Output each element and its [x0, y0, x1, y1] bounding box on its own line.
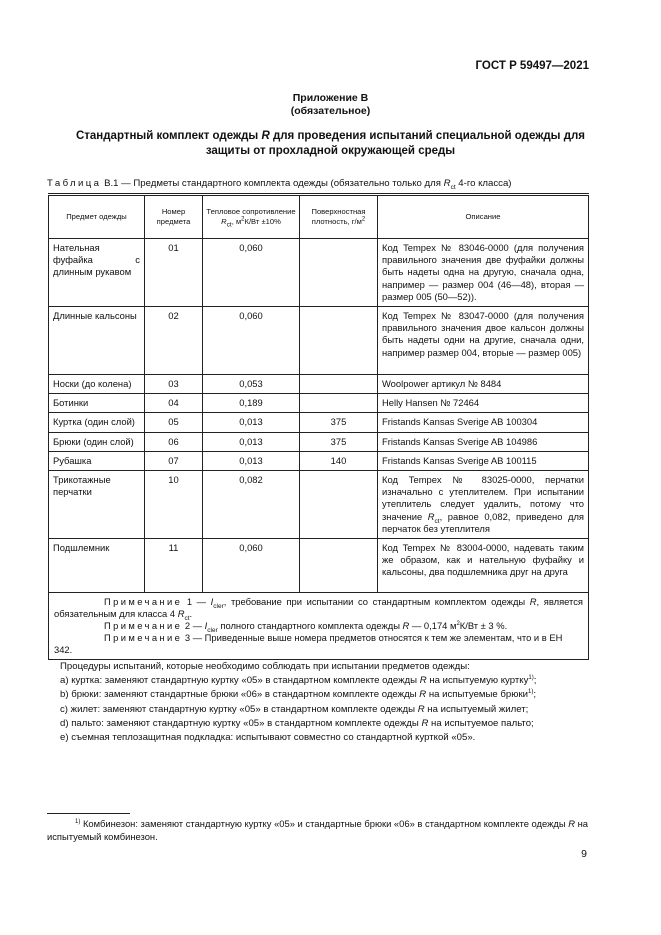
- cell-density: [300, 307, 378, 375]
- col-header-item: Предмет одежды: [49, 195, 145, 239]
- document-title-line1: Стандартный комплект одежды R для проведения испытаний специальной одежды для: [75, 130, 586, 142]
- cell-description: Fristands Kansas Sverige AB 100115: [378, 451, 589, 470]
- page-number: 9: [581, 848, 587, 860]
- table-row: [49, 375, 589, 394]
- table-row: [49, 394, 589, 413]
- cell-item: Куртка (один слой): [49, 413, 145, 432]
- cell-number: 07: [145, 451, 203, 470]
- procedure-b: b) брюки: заменяют стандартные брюки «06» в стандартном комплекте одежды R на испытуемые брюки$^{1)}$;: [60, 689, 537, 701]
- footnote-divider: [47, 813, 130, 814]
- appendix-title: Приложение В: [292, 92, 369, 104]
- cell-description: Код Tempex № 83004-0000, надевать таким же образом, как и нательную фуфайку и кальсоны, два подшлемника друг на друга: [378, 539, 589, 593]
- table-row: [49, 451, 589, 470]
- cell-density: 375: [300, 413, 378, 432]
- cell-item: Носки (до колена): [49, 375, 145, 394]
- table-row: [49, 413, 589, 432]
- cell-thermal: 0,013: [203, 432, 300, 451]
- cell-thermal: 0,060: [203, 307, 300, 375]
- table-notes: [49, 593, 589, 660]
- cell-thermal: 0,060: [203, 539, 300, 593]
- cell-number: 03: [145, 375, 203, 394]
- standard-kit-table: [48, 193, 589, 660]
- document-title: [0, 129, 661, 159]
- table-header-row: [49, 195, 589, 239]
- cell-description: Код Tempex № 83046-0000 (для получения правильного значения две фуфайки должны быть надеты одна на другую, сначала одна, например — размер 004 (46—48), вторая — размер 005 (50—52)).: [378, 239, 589, 307]
- table-row: [49, 539, 589, 593]
- cell-item: Брюки (один слой): [49, 432, 145, 451]
- cell-description: Woolpower артикул № 8484: [378, 375, 589, 394]
- cell-description: Helly Hansen № 72464: [378, 394, 589, 413]
- cell-description: Код Tempex № 83047-0000 (для получения правильного значения двое кальсон должны быть надеты одни на другие, сначала одни, например размер 004, вторые — размер 005): [378, 307, 589, 375]
- table-row: [49, 239, 589, 307]
- table-row: [49, 432, 589, 451]
- cell-description: Код Tempex № 83025-0000, перчатки изначально с утеплителем. При испытании утеплитель следует удалить, потому что значение $R_{ct}$, равное 0,082, приведено для перчаток без утеплителя: [378, 471, 589, 539]
- procedure-e: е) съемная теплозащитная подкладка: испытывают совместно со стандартной курткой «05».: [60, 732, 476, 744]
- col-header-thermal: Тепловое сопротивление Rct, $м^2К/Вт \pm 10\%$: [203, 195, 300, 239]
- procedure-a: а) куртка: заменяют стандартную куртку «05» в стандартном комплекте одежды R на испытуемую куртку$^{1)}$;: [60, 675, 537, 687]
- cell-number: 04: [145, 394, 203, 413]
- table-row: [49, 307, 589, 375]
- note-1: Примечание 1 — $I_{cler}$, требование при испытании со стандартным комплектом одежды R, является обязательным для класса 4 $R_{ct}$.: [54, 596, 583, 622]
- cell-thermal: 0,013: [203, 413, 300, 432]
- cell-item: Длинные кальсоны: [49, 307, 145, 375]
- cell-density: [300, 239, 378, 307]
- cell-item: Рубашка: [49, 451, 145, 470]
- cell-item: Ботинки: [49, 394, 145, 413]
- col-header-number: Номер предмета: [145, 195, 203, 239]
- cell-thermal: 0,189: [203, 394, 300, 413]
- procedure-d: d) пальто: заменяют стандартную куртку «05» в стандартном комплекте одежды R на испытуемое пальто;: [60, 717, 534, 729]
- note-2: Примечание 2 — $I_{cler}$ полного стандартного комплекта одежды R — 0,174 $м^2К/Вт \pm 3$ %.: [104, 620, 508, 634]
- document-header: ГОСТ Р 59497—2021: [475, 60, 589, 72]
- cell-thermal: 0,053: [203, 375, 300, 394]
- appendix-status: (обязательное): [290, 105, 371, 117]
- table-caption: Таблица В.1 — Предметы стандартного комплекта одежды (обязательно только для $R_{ct}$ 4-го класса): [47, 178, 512, 191]
- cell-thermal: 0,082: [203, 471, 300, 539]
- cell-thermal: 0,060: [203, 239, 300, 307]
- cell-description: Fristands Kansas Sverige AB 104986: [378, 432, 589, 451]
- note-3: Примечание 3 — Приведенные выше номера предметов относятся к тем же элементам, что и в ЕН 342.: [54, 632, 563, 656]
- cell-density: 140: [300, 451, 378, 470]
- cell-number: 11: [145, 539, 203, 593]
- col-header-density: Поверхностная плотность, $г/м^2$: [300, 195, 378, 239]
- footnote: $^{1)}$ Комбинезон: заменяют стандартную куртку «05» и стандартные брюки «06» в стандартном комплекте одежды R на испытуемый комбинезон.: [47, 818, 589, 842]
- test-procedures: [60, 660, 590, 745]
- table-row: [49, 471, 589, 539]
- cell-number: 10: [145, 471, 203, 539]
- appendix-heading: [0, 92, 661, 118]
- cell-density: [300, 471, 378, 539]
- cell-description: Fristands Kansas Sverige AB 100304: [378, 413, 589, 432]
- table-notes-row: [49, 593, 589, 660]
- cell-item: Подшлемник: [49, 539, 145, 593]
- cell-number: 01: [145, 239, 203, 307]
- cell-number: 02: [145, 307, 203, 375]
- cell-density: [300, 394, 378, 413]
- col-header-description: Описание: [378, 195, 589, 239]
- document-title-line2: защиты от прохладной окружающей среды: [205, 145, 456, 157]
- procedure-c: c) жилет: заменяют стандартную куртку «05» в стандартном комплекте одежды R на испытуемый жилет;: [60, 703, 529, 715]
- procedures-intro: Процедуры испытаний, которые необходимо соблюдать при испытании предметов одежды:: [60, 661, 470, 672]
- cell-number: 06: [145, 432, 203, 451]
- cell-item: Нательная фуфайка с длинным рукавом: [49, 239, 145, 307]
- cell-number: 05: [145, 413, 203, 432]
- cell-item: Трикотажные перчатки: [49, 471, 145, 539]
- cell-density: 375: [300, 432, 378, 451]
- cell-density: [300, 375, 378, 394]
- cell-density: [300, 539, 378, 593]
- cell-thermal: 0,013: [203, 451, 300, 470]
